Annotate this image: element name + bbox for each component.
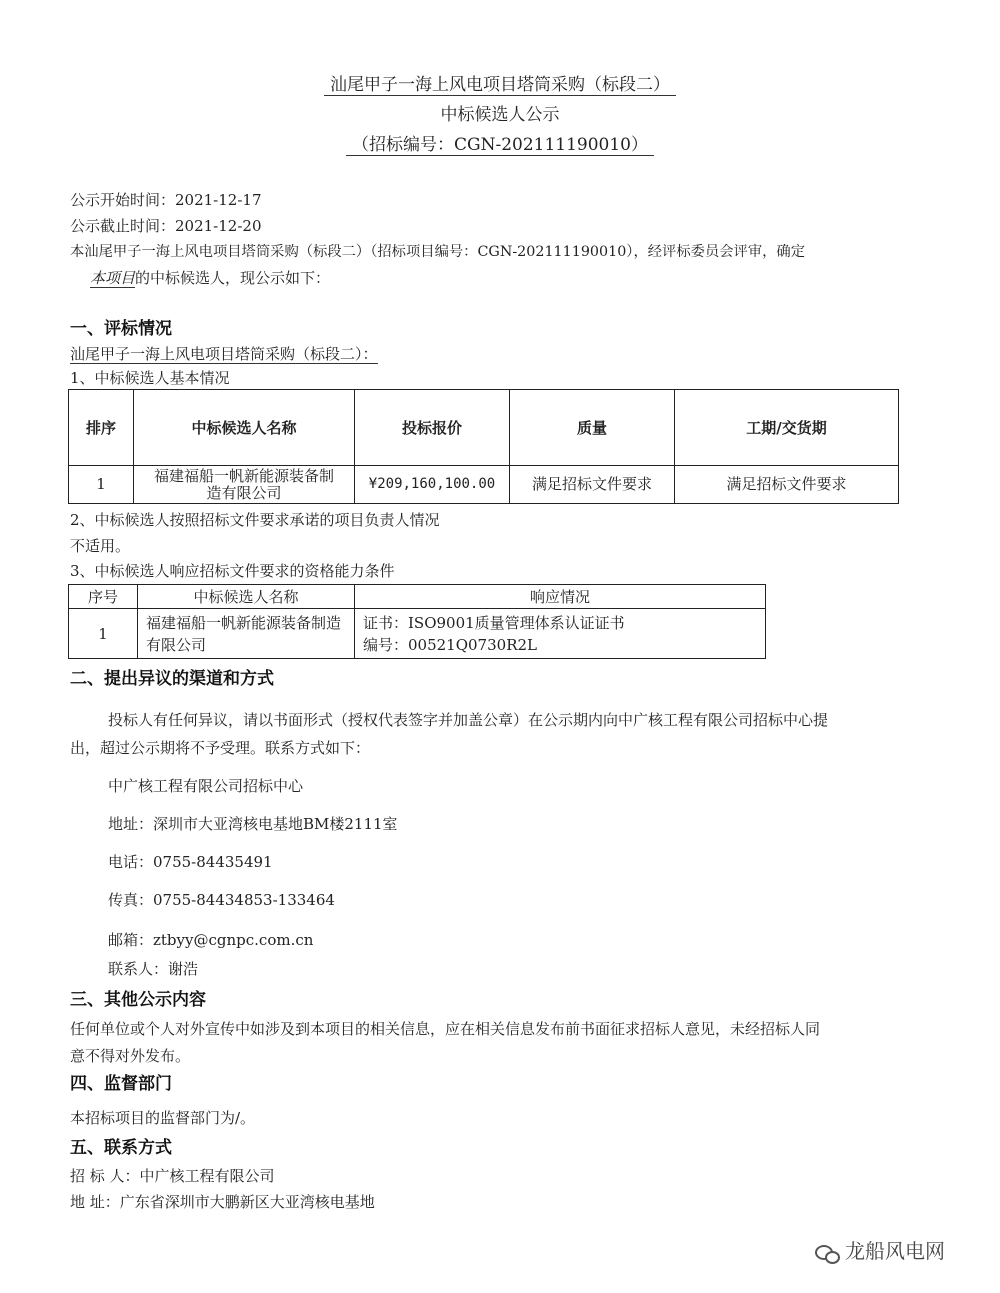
col-bid-price: 投标报价 xyxy=(355,390,510,466)
tender-number-title xyxy=(0,134,1000,156)
watermark xyxy=(815,1235,945,1264)
contact-address: 地址：深圳市大亚湾核电基地BM楼2111室 xyxy=(108,815,398,833)
cell-index: 1 xyxy=(69,609,138,659)
intro-this-project: 本项目 xyxy=(90,269,136,287)
section-2-heading: 二、提出异议的渠道和方式 xyxy=(70,669,274,689)
intro-line-2 xyxy=(90,268,330,288)
section-5-heading: 五、联系方式 xyxy=(70,1138,172,1158)
contact-organization: 中广核工程有限公司招标中心 xyxy=(108,777,304,795)
intro-line-2-rest: 的中标候选人，现公示如下： xyxy=(135,269,331,287)
tenderer-address-line: 地 址：广东省深圳市大鹏新区大亚湾核电基地 xyxy=(70,1193,375,1211)
contact-fax: 传真：0755-84434853-133464 xyxy=(108,891,335,909)
publicity-start-time: 公示开始时间：2021-12-17 xyxy=(70,191,262,209)
watermark-text: 龙船风电网 xyxy=(845,1239,945,1263)
intro-line-1: 本汕尾甲子一海上风电项目塔筒采购（标段二）（招标项目编号：CGN-202111190010），经评标委员会评审，确定 xyxy=(70,244,806,260)
col-candidate-name: 中标候选人名称 xyxy=(138,585,355,609)
tender-number-text: （招标编号：CGN-202111190010） xyxy=(346,135,654,156)
cell-candidate-name: 福建福船一帆新能源装备制造有限公司 xyxy=(138,609,355,659)
cell-candidate-name: 福建福船一帆新能源装备制造有限公司 xyxy=(134,466,355,504)
table-row xyxy=(69,609,766,659)
section-1-item-2: 2、中标候选人按照招标文件要求承诺的项目负责人情况 xyxy=(70,511,440,529)
cell-quality: 满足招标文件要求 xyxy=(510,466,675,504)
title-line-2 xyxy=(0,104,1000,126)
section-1-heading: 一、评标情况 xyxy=(70,319,172,339)
col-index: 序号 xyxy=(69,585,138,609)
certificate-number-line: 编号：00521Q0730R2L xyxy=(363,635,537,654)
section-3-heading: 三、其他公示内容 xyxy=(70,990,206,1010)
title-line-2-text: 中标候选人公示 xyxy=(440,105,560,125)
title-line-1-text: 汕尾甲子一海上风电项目塔筒采购（标段二） xyxy=(324,75,676,96)
cell-delivery-period: 满足招标文件要求 xyxy=(675,466,899,504)
cell-response xyxy=(355,609,766,659)
objection-paragraph-line-1: 投标人有任何异议，请以书面形式（授权代表签字并加盖公章）在公示期内向中广核工程有限公司招标中心提 xyxy=(108,711,829,729)
certificate-line: 证书：ISO9001质量管理体系认证证书 xyxy=(363,613,625,632)
section-1-item-1: 1、中标候选人基本情况 xyxy=(70,369,230,387)
wechat-icon xyxy=(815,1243,839,1263)
cell-bid-price: ¥209,160,100.00 xyxy=(355,466,510,504)
title-line-1 xyxy=(0,74,1000,96)
supervision-department: 本招标项目的监督部门为/。 xyxy=(70,1109,256,1127)
col-candidate-name: 中标候选人名称 xyxy=(134,390,355,466)
contact-person: 联系人：谢浩 xyxy=(108,960,199,978)
cell-rank: 1 xyxy=(69,466,134,504)
table-header-row xyxy=(69,585,766,609)
col-delivery-period: 工期/交货期 xyxy=(675,390,899,466)
tenderer-line: 招 标 人：中广核工程有限公司 xyxy=(70,1167,275,1185)
qualification-table xyxy=(68,584,766,659)
section-4-heading: 四、监督部门 xyxy=(70,1074,172,1094)
contact-phone: 电话：0755-84435491 xyxy=(108,853,273,871)
objection-paragraph-line-2: 出，超过公示期将不予受理。联系方式如下： xyxy=(70,739,371,757)
table-row xyxy=(69,466,899,504)
col-quality: 质量 xyxy=(510,390,675,466)
section-3-line-1: 任何单位或个人对外宣传中如涉及到本项目的相关信息，应在相关信息发布前书面征求招标人意见，未经招标人同 xyxy=(70,1020,821,1038)
section-3-line-2: 意不得对外发布。 xyxy=(70,1047,191,1065)
col-rank: 排序 xyxy=(69,390,134,466)
section-1-item-2-value: 不适用。 xyxy=(70,537,131,555)
section-1-subtitle xyxy=(70,344,378,364)
candidate-basic-table xyxy=(68,389,899,504)
publicity-end-time: 公示截止时间：2021-12-20 xyxy=(70,217,262,235)
section-1-subtitle-text: 汕尾甲子一海上风电项目塔筒采购（标段二）： xyxy=(70,345,378,363)
contact-email: 邮箱：ztbyy@cgnpc.com.cn xyxy=(108,931,314,949)
col-response: 响应情况 xyxy=(355,585,766,609)
section-1-item-3: 3、中标候选人响应招标文件要求的资格能力条件 xyxy=(70,562,395,580)
table-header-row xyxy=(69,390,899,466)
